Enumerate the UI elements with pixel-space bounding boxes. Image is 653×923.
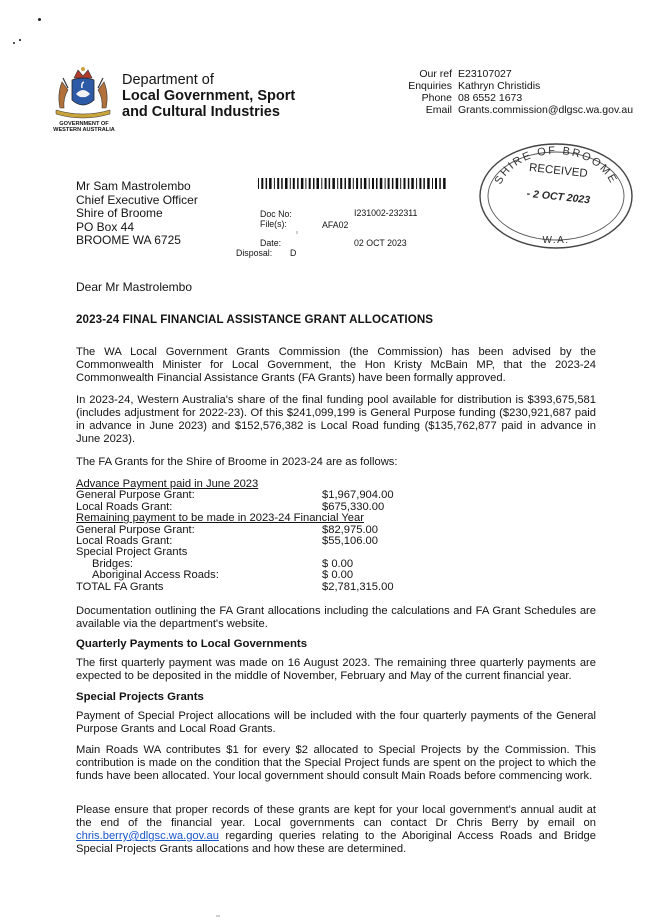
barcode-bar (332, 178, 335, 189)
reference-label: Email (425, 104, 452, 116)
barcode-bar (404, 178, 406, 189)
department-name (122, 72, 295, 120)
grant-value: $82,975.00 (322, 523, 378, 536)
file-label: File(s): (260, 219, 287, 229)
stamp-top-text: SHIRE OF BROOME (492, 144, 620, 187)
grant-label: TOTAL FA Grants (76, 580, 164, 593)
barcode-bar (439, 178, 441, 189)
scan-speck (19, 39, 21, 41)
grant-value: $ 0.00 (322, 557, 354, 570)
grant-label: Aboriginal Access Roads: (92, 569, 219, 582)
grant-value: $55,106.00 (322, 534, 378, 547)
paragraph-quarterly: The first quarterly payment was made on 16 August 2023. The remaining three quarterly payments are expected to be deposited in the middle of November, February and May of the current financial year. (76, 657, 596, 682)
records-text: regarding queries relating to the Aboriginal Access Roads and Bridge Special Projects Grants allocations and how these are determined. (76, 830, 596, 855)
address-line: PO Box 44 (76, 219, 135, 234)
barcode-bar (325, 178, 327, 189)
disposal-label: Disposal: (236, 248, 273, 258)
scan-speck (13, 42, 15, 44)
barcode-bar (297, 178, 299, 189)
barcode-bar (353, 178, 354, 189)
barcode-bar (411, 178, 414, 189)
barcode-bar (317, 178, 320, 189)
barcode-bar (372, 178, 374, 189)
remaining-heading: Remaining payment to be made in 2023-24 Financial Year (76, 512, 364, 525)
barcode-bar (269, 178, 272, 189)
date-value: 02 OCT 2023 (354, 238, 407, 248)
reference-labels (404, 68, 452, 116)
barcode-bar (408, 178, 410, 189)
reference-label: Enquiries (408, 80, 452, 92)
barcode-bar (281, 178, 283, 189)
crest-caption-line: WESTERN AUSTRALIA (53, 127, 115, 134)
our-ref-value: E23107027 (458, 68, 512, 80)
reference-label: Phone (421, 92, 452, 104)
heading-special-projects: Special Projects Grants (76, 691, 204, 703)
government-crest-icon (48, 64, 118, 122)
barcode-bar (309, 178, 311, 189)
grant-value: $2,781,315.00 (322, 580, 394, 593)
recipient-address (76, 180, 198, 248)
grant-value: $ 0.00 (322, 569, 354, 582)
barcode-bar (261, 178, 263, 189)
grant-row (76, 570, 436, 581)
phone-value: 08 6552 1673 (458, 92, 523, 104)
grant-label: Local Roads Grant: (76, 500, 173, 513)
barcode-bar (290, 178, 291, 189)
stamp-bottom-text: W.A. (542, 235, 570, 246)
department-line: Department of (122, 72, 214, 88)
barcode-bar (277, 178, 279, 189)
barcode-bar (348, 178, 351, 189)
barcode-bar (435, 178, 437, 189)
grant-label: General Purpose Grant: (76, 523, 195, 536)
barcode-bar (419, 178, 421, 189)
paragraph-records (76, 804, 596, 856)
barcode-bar (376, 178, 378, 189)
date-label: Date: (260, 238, 282, 248)
received-stamp (476, 140, 636, 252)
barcode-bar (356, 178, 358, 189)
barcode-bar (423, 178, 425, 189)
barcode-bar (443, 178, 446, 189)
address-line: Shire of Broome (76, 206, 163, 221)
records-text: Please ensure that proper records of these grants are kept for your local government's annual audit at the end of the financial year. Local governments can contact Dr Chris Berry by email on (76, 804, 596, 829)
address-line: Mr Sam Mastrolembo (76, 179, 191, 193)
barcode-bar (380, 178, 383, 189)
stamp-received-text: RECEIVED (528, 161, 589, 181)
reference-label: Our ref (419, 68, 452, 80)
barcode-bar (337, 178, 338, 189)
barcode-bar (392, 178, 394, 189)
paragraph-special-allocations: Payment of Special Project allocations will be included with the four quarterly payments of the General Purpose Grants and Local Road Grants. (76, 710, 596, 735)
enquiries-value: Kathryn Christidis (458, 80, 541, 92)
barcode-bar (345, 178, 347, 189)
barcode-bar (364, 178, 367, 189)
barcode-bar (416, 178, 417, 189)
grant-total-row (76, 582, 436, 593)
barcode-bar (427, 178, 430, 189)
barcode-bar (385, 178, 386, 189)
disposal-value: D (290, 248, 297, 258)
department-line: Local Government, Sport (122, 88, 296, 104)
salutation: Dear Mr Mastrolembo (76, 280, 193, 294)
reference-values (458, 68, 633, 116)
crest-caption (44, 121, 124, 134)
email-link[interactable]: chris.berry@dlgsc.wa.gov.au (76, 830, 219, 842)
paragraph-documentation: Documentation outlining the FA Grant allocations including the calculations and FA Grant Schedules are available via the department's website. (76, 605, 596, 630)
barcode-bar (266, 178, 268, 189)
crest-caption-line: GOVERNMENT OF (59, 121, 109, 127)
barcode-bar (285, 178, 288, 189)
letter-subject: 2023-24 FINAL FINANCIAL ASSISTANCE GRANT ALLOCATIONS (76, 313, 434, 326)
barcode-bar (432, 178, 433, 189)
doc-no-value: I231002-232311 (354, 208, 418, 218)
barcode-bar (258, 178, 259, 189)
paragraph-commission-advice: The WA Local Government Grants Commission (the Commission) has been advised by the Commonwealth Minister for Local Government, the Hon Kristy McBain MP, that the 2023-24 Commonwealth Financial Assistance Grants (FA Grants) have been formally approved. (76, 346, 596, 384)
address-line: Chief Executive Officer (76, 192, 198, 207)
grant-label: General Purpose Grant: (76, 489, 195, 502)
barcode-bar (321, 178, 322, 189)
barcode-bar (329, 178, 331, 189)
barcode-bar (369, 178, 370, 189)
grant-value: $1,967,904.00 (322, 489, 394, 502)
barcode-bar (301, 178, 304, 189)
stamp-date: - 2 OCT 2023 (526, 187, 591, 207)
barcode-bar (400, 178, 401, 189)
scan-speck (38, 18, 41, 21)
special-heading: Special Project Grants (76, 546, 188, 559)
barcode-bar (274, 178, 275, 189)
barcode-bar (293, 178, 295, 189)
paragraph-main-roads: Main Roads WA contributes $1 for every $2 allocated to Special Projects by the Commission. This contribution is made on the condition that the Special Project funds are spent on the project to which the funds have been allocated. Your local government should consult Main Roads before commencing work. (76, 744, 596, 782)
barcode-bar (396, 178, 399, 189)
grant-label: Bridges: (92, 557, 134, 570)
grant-label: Local Roads Grant: (76, 534, 173, 547)
paragraph-grants-intro: The FA Grants for the Shire of Broome in 2023-24 are as follows: (76, 456, 398, 468)
grant-value: $675,330.00 (322, 500, 385, 513)
grant-section-heading (76, 513, 436, 524)
email-value[interactable]: Grants.commission@dlgsc.wa.gov.au (458, 104, 634, 116)
barcode (258, 178, 446, 189)
barcode-bar (360, 178, 362, 189)
scan-mark (216, 915, 220, 917)
grant-allocation-table (76, 479, 436, 593)
department-line: and Cultural Industries (122, 104, 280, 120)
paragraph-funding-pool: In 2023-24, Western Australia's share of the final funding pool available for distribution is $393,675,581 (includes adjustment for 2022-23). Of this $241,099,199 is General Purpose funding ($230,921,687 paid in advance in June 2023) and $152,576,382 is Local Road funding ($135,762,877 paid in advance in June 2023). (76, 394, 596, 445)
address-line: BROOME WA 6725 (76, 233, 181, 248)
heading-quarterly-payments: Quarterly Payments to Local Governments (76, 638, 308, 650)
doc-no-label: Doc No: (260, 209, 292, 219)
advance-heading: Advance Payment paid in June 2023 (76, 478, 259, 490)
scan-mark (296, 231, 298, 234)
file-value: AFA02 (322, 220, 349, 230)
barcode-bar (313, 178, 315, 189)
barcode-bar (305, 178, 306, 189)
barcode-bar (388, 178, 390, 189)
barcode-bar (340, 178, 342, 189)
